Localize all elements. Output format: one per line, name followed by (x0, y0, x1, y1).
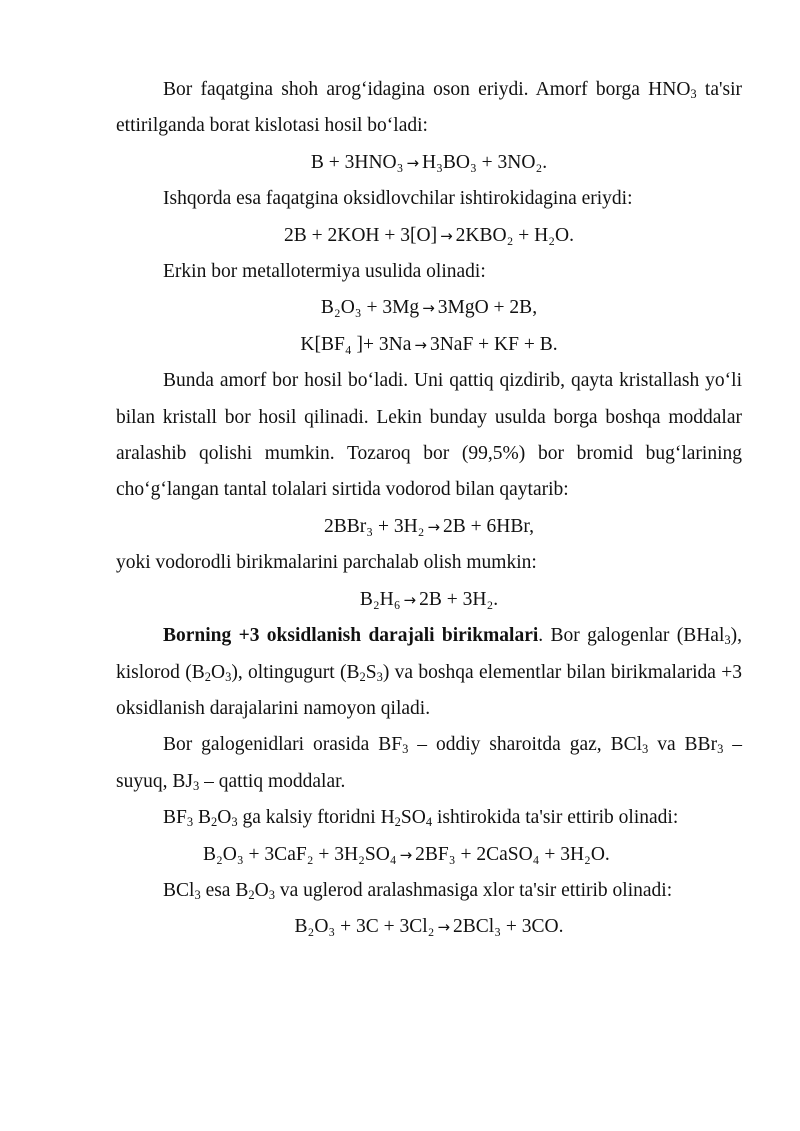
equation-3 (116, 290, 742, 326)
equation-6 (116, 582, 742, 618)
paragraph-3: Erkin bor metallotermiya usulida olinadi: (163, 261, 486, 283)
equation-rhs: 2BCl₃ + 3CO. (453, 916, 564, 938)
paragraph-9: BCl$_3$ esa $B_2O_3$ va uglerod aralashmasiga xlor ta'sir ettirib olinadi: (163, 879, 673, 902)
paragraph-6: Borning +3 oksidlanish darajali birikmalari. Bor galogenlar (BHal$_3$), kislorod $(B_2O_3)$, oltingugurt $(B_2S_3)$ va boshqa elementlar bilan birikmalarida +3 oksidlanish darajalarini namoyon qiladi. (116, 625, 743, 719)
reaction-arrow: → (414, 335, 427, 354)
reaction-arrow: → (437, 918, 451, 937)
section-heading: Borning +3 oksidlanish darajali birikmalari (163, 625, 539, 647)
equation-4 (116, 327, 742, 363)
paragraph-7: Bor galogenidlari orasida $BF_3$ – oddiy sharoitda gaz, BCl$_3$ va BBr$_3$ – suyuq, $BJ_3$ – qattiq moddalar. (116, 734, 742, 793)
equation-rhs: H₃BO₃ + 3NO₂. (422, 151, 548, 173)
equation-lhs: 2B + 2KOH + 3[O] (284, 224, 438, 246)
equation-5 (116, 509, 742, 545)
reaction-arrow: → (440, 226, 453, 245)
paragraph-2: Ishqorda esa faqatgina oksidlovchilar ishtirokidagina eriydi: (163, 188, 633, 210)
reaction-arrow: → (427, 517, 441, 536)
equation-7 (116, 837, 742, 873)
equation-lhs: B₂H₆ (359, 588, 401, 610)
reaction-arrow: → (422, 299, 435, 318)
reaction-arrow: → (406, 153, 420, 172)
reaction-arrow: → (399, 845, 413, 864)
equation-rhs: 3MgO + 2B, (437, 297, 538, 319)
paragraph-4: Bunda amorf bor hosil bo‘ladi. Uni qattiq qizdirib, qayta kristallash yo‘li bilan kristall bor hosil qilinadi. Lekin bunday usulda borga boshqa moddalar aralashib qolishi mumkin. Tozaroq bor (99,5%) bor bromid bug‘larining cho‘g‘langan tantal tolalari sirtida vodorod bilan qaytarib: (116, 370, 742, 501)
paragraph-8: $BF_3$ $B_2O_3$ ga kalsiy ftoridni $H_2SO_4$ ishtirokida ta'sir ettirib olinadi: (163, 807, 679, 830)
equation-lhs: 2BBr₃ + 3H₂ (324, 515, 425, 537)
equation-rhs: 2BF₃ + 2CaSO₄ + 3H₂O. (415, 843, 610, 865)
paragraph-5: yoki vodorodli birikmalarini parchalab olish mumkin: (116, 552, 537, 574)
equation-2 (116, 218, 742, 254)
document-page (116, 72, 742, 946)
equation-rhs: 2B + 3H₂. (419, 588, 499, 610)
reaction-arrow: → (403, 590, 417, 609)
equation-rhs: 2B + 6HBr, (443, 515, 534, 537)
equation-rhs: 2KBO₂ + H₂O. (455, 224, 574, 246)
equation-lhs: B + 3HNO₃ (310, 151, 404, 173)
equation-rhs: 3NaF + KF + B. (429, 333, 558, 355)
equation-lhs: B₂O₃ + 3CaF₂ + 3H₂SO₄ (203, 843, 397, 865)
equation-8 (116, 909, 742, 945)
equation-lhs: B₂O₃ + 3Mg (320, 297, 420, 319)
equation-1 (116, 145, 742, 181)
paragraph-1: Bor faqatgina shoh arog‘idagina oson eriydi. Amorf borga $HNO_3$ ta'sir ettirilganda borat kislotasi hosil bo‘ladi: (116, 79, 742, 137)
equation-lhs: K[BF₄ ]+ 3Na (300, 333, 412, 355)
equation-lhs: B₂O₃ + 3C + 3Cl₂ (294, 916, 435, 938)
